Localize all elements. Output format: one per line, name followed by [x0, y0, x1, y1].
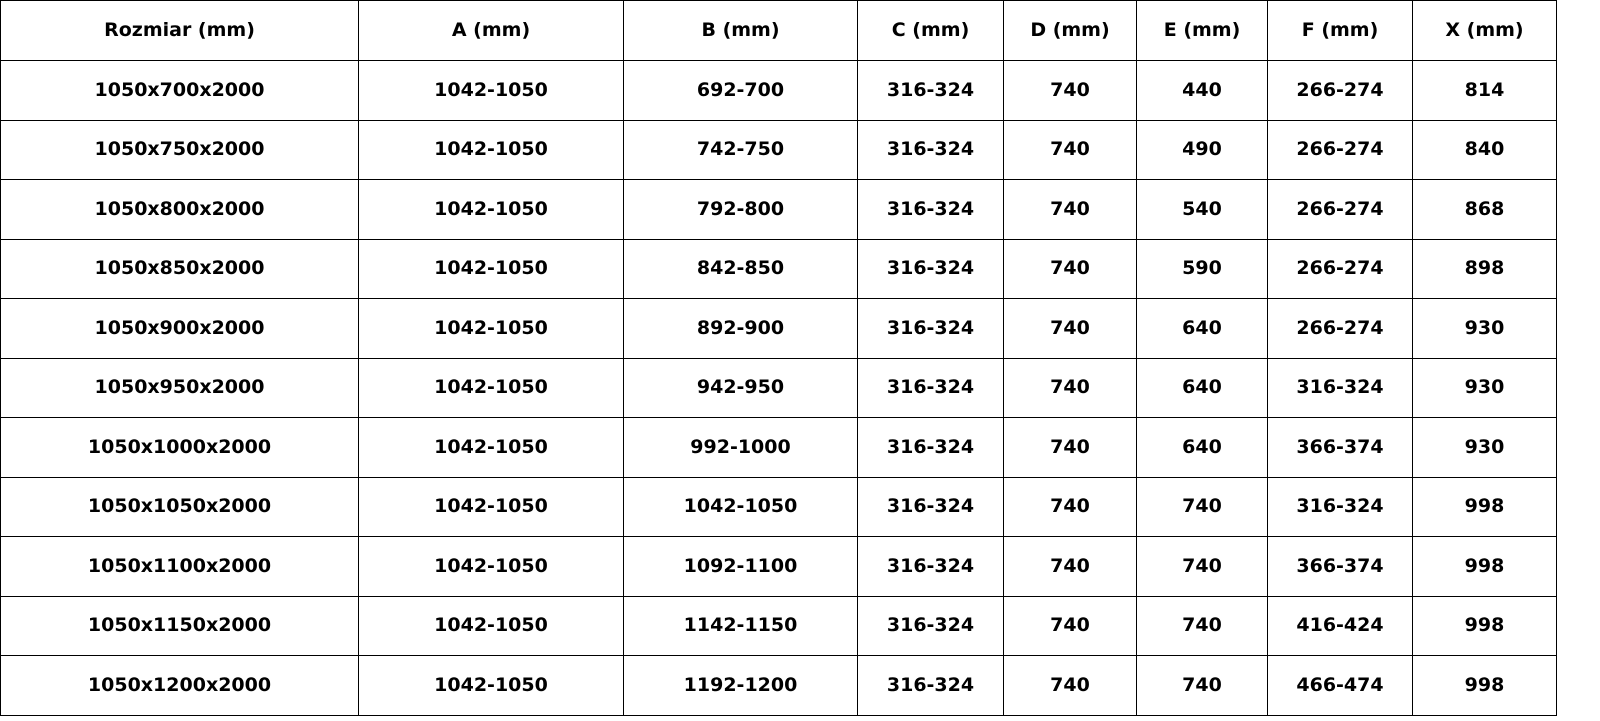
cell-d: 740 [1004, 418, 1137, 478]
cell-c: 316-324 [858, 596, 1004, 656]
column-header-b: B (mm) [624, 1, 858, 61]
cell-d: 740 [1004, 537, 1137, 597]
column-header-c: C (mm) [858, 1, 1004, 61]
cell-size: 1050x900x2000 [1, 299, 359, 359]
cell-f: 266-274 [1268, 239, 1413, 299]
table-header [1, 1, 1557, 61]
cell-c: 316-324 [858, 61, 1004, 121]
table-row [1, 120, 1557, 180]
cell-b: 892-900 [624, 299, 858, 359]
column-header-f: F (mm) [1268, 1, 1413, 61]
cell-b: 842-850 [624, 239, 858, 299]
cell-b: 992-1000 [624, 418, 858, 478]
cell-f: 316-324 [1268, 358, 1413, 418]
cell-d: 740 [1004, 120, 1137, 180]
cell-c: 316-324 [858, 477, 1004, 537]
cell-e: 740 [1137, 656, 1268, 716]
cell-c: 316-324 [858, 299, 1004, 359]
cell-e: 590 [1137, 239, 1268, 299]
table-row [1, 477, 1557, 537]
column-header-d: D (mm) [1004, 1, 1137, 61]
table-row [1, 537, 1557, 597]
cell-f: 466-474 [1268, 656, 1413, 716]
cell-x: 814 [1413, 61, 1557, 121]
cell-e: 740 [1137, 537, 1268, 597]
cell-a: 1042-1050 [359, 358, 624, 418]
cell-e: 440 [1137, 61, 1268, 121]
cell-x: 998 [1413, 537, 1557, 597]
cell-d: 740 [1004, 596, 1137, 656]
cell-d: 740 [1004, 239, 1137, 299]
table-row [1, 180, 1557, 240]
cell-c: 316-324 [858, 358, 1004, 418]
cell-e: 640 [1137, 358, 1268, 418]
cell-a: 1042-1050 [359, 537, 624, 597]
cell-c: 316-324 [858, 656, 1004, 716]
cell-a: 1042-1050 [359, 120, 624, 180]
cell-e: 740 [1137, 596, 1268, 656]
cell-d: 740 [1004, 61, 1137, 121]
table-row [1, 239, 1557, 299]
cell-x: 930 [1413, 299, 1557, 359]
cell-f: 266-274 [1268, 180, 1413, 240]
cell-f: 366-374 [1268, 537, 1413, 597]
cell-d: 740 [1004, 299, 1137, 359]
cell-a: 1042-1050 [359, 656, 624, 716]
table-header-row [1, 1, 1557, 61]
cell-b: 1192-1200 [624, 656, 858, 716]
cell-x: 868 [1413, 180, 1557, 240]
column-header-e: E (mm) [1137, 1, 1268, 61]
cell-x: 998 [1413, 656, 1557, 716]
cell-size: 1050x750x2000 [1, 120, 359, 180]
cell-size: 1050x1000x2000 [1, 418, 359, 478]
cell-size: 1050x850x2000 [1, 239, 359, 299]
cell-d: 740 [1004, 477, 1137, 537]
cell-x: 930 [1413, 418, 1557, 478]
table-row [1, 418, 1557, 478]
cell-f: 316-324 [1268, 477, 1413, 537]
cell-size: 1050x1100x2000 [1, 537, 359, 597]
cell-x: 930 [1413, 358, 1557, 418]
cell-f: 416-424 [1268, 596, 1413, 656]
column-header-a: A (mm) [359, 1, 624, 61]
cell-b: 1092-1100 [624, 537, 858, 597]
table-row [1, 299, 1557, 359]
cell-a: 1042-1050 [359, 477, 624, 537]
cell-x: 898 [1413, 239, 1557, 299]
cell-f: 266-274 [1268, 120, 1413, 180]
cell-f: 266-274 [1268, 61, 1413, 121]
cell-size: 1050x950x2000 [1, 358, 359, 418]
cell-size: 1050x1200x2000 [1, 656, 359, 716]
cell-c: 316-324 [858, 537, 1004, 597]
cell-f: 266-274 [1268, 299, 1413, 359]
cell-a: 1042-1050 [359, 239, 624, 299]
cell-size: 1050x700x2000 [1, 61, 359, 121]
cell-size: 1050x1150x2000 [1, 596, 359, 656]
cell-x: 840 [1413, 120, 1557, 180]
column-header-rozmiar: Rozmiar (mm) [1, 1, 359, 61]
cell-a: 1042-1050 [359, 299, 624, 359]
cell-b: 692-700 [624, 61, 858, 121]
cell-b: 792-800 [624, 180, 858, 240]
cell-c: 316-324 [858, 120, 1004, 180]
cell-a: 1042-1050 [359, 418, 624, 478]
cell-b: 1142-1150 [624, 596, 858, 656]
cell-x: 998 [1413, 596, 1557, 656]
table-row [1, 656, 1557, 716]
cell-e: 540 [1137, 180, 1268, 240]
cell-c: 316-324 [858, 418, 1004, 478]
table-row [1, 596, 1557, 656]
cell-c: 316-324 [858, 239, 1004, 299]
cell-d: 740 [1004, 358, 1137, 418]
cell-b: 742-750 [624, 120, 858, 180]
cell-size: 1050x800x2000 [1, 180, 359, 240]
cell-d: 740 [1004, 656, 1137, 716]
cell-e: 740 [1137, 477, 1268, 537]
column-header-x: X (mm) [1413, 1, 1557, 61]
cell-e: 640 [1137, 418, 1268, 478]
cell-e: 490 [1137, 120, 1268, 180]
cell-size: 1050x1050x2000 [1, 477, 359, 537]
cell-f: 366-374 [1268, 418, 1413, 478]
table-body [1, 61, 1557, 716]
table-row [1, 358, 1557, 418]
cell-b: 1042-1050 [624, 477, 858, 537]
cell-d: 740 [1004, 180, 1137, 240]
cell-c: 316-324 [858, 180, 1004, 240]
cell-x: 998 [1413, 477, 1557, 537]
table-row [1, 61, 1557, 121]
cell-a: 1042-1050 [359, 61, 624, 121]
cell-e: 640 [1137, 299, 1268, 359]
cell-b: 942-950 [624, 358, 858, 418]
cell-a: 1042-1050 [359, 596, 624, 656]
cell-a: 1042-1050 [359, 180, 624, 240]
